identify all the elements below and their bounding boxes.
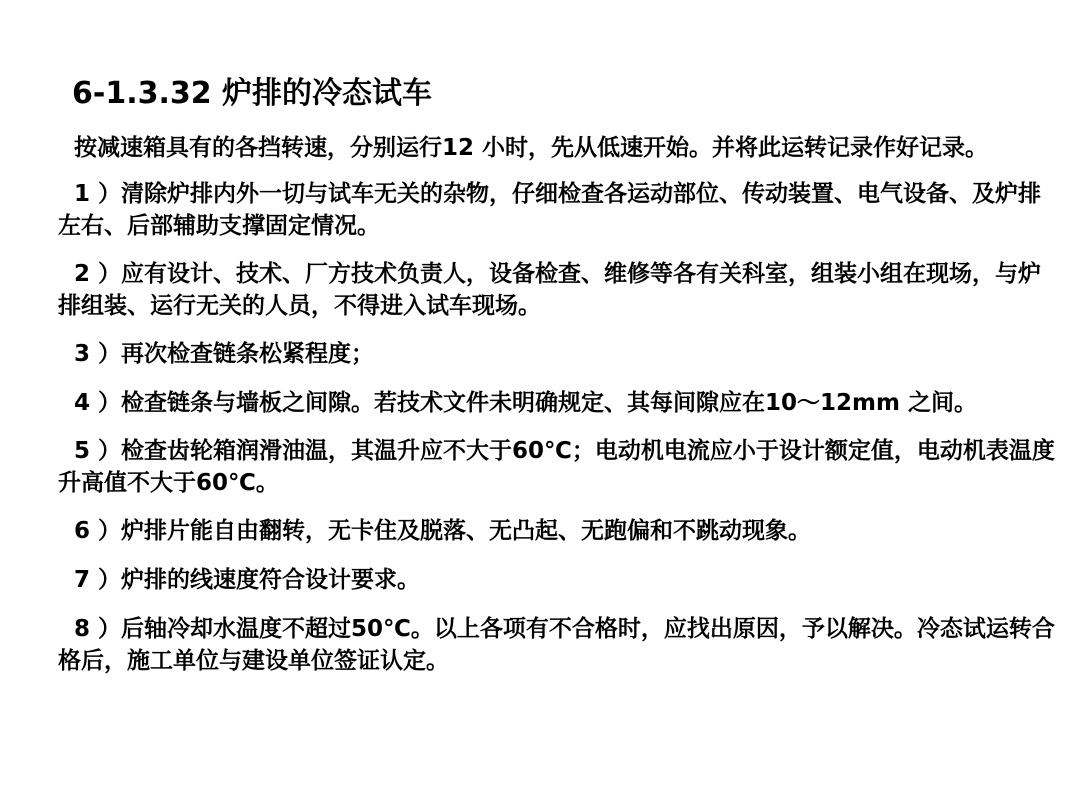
- slide-body: [58, 132, 1058, 693]
- paragraph-item-8: 8 ）后轴冷却水温度不超过50℃。以上各项有不合格时，应找出原因，予以解决。冷态试运转合格后，施工单位与建设单位签证认定。: [58, 616, 1055, 674]
- paragraph-item-7: 7 ）炉排的线速度符合设计要求。: [74, 567, 421, 593]
- paragraph-item-1: 1 ）清除炉排内外一切与试车无关的杂物，仔细检查各运动部位、传动装置、电气设备、及炉排左右、后部辅助支撑固定情况。: [58, 181, 1042, 239]
- paragraph-item-6: 6 ）炉排片能自由翻转，无卡住及脱落、无凸起、无跑偏和不跳动现象。: [74, 518, 812, 544]
- paragraph-intro: 按减速箱具有的各挡转速，分别运行12 小时，先从低速开始。并将此运转记录作好记录。: [74, 135, 989, 161]
- paragraph-item-3: 3 ）再次检查链条松紧程度；: [74, 341, 375, 367]
- paragraph-item-2: 2 ）应有设计、技术、厂方技术负责人，设备检查、维修等各有关科室，组装小组在现场，与炉排组装、运行无关的人员，不得进入试车现场。: [58, 261, 1042, 319]
- paragraph-item-4: 4 ）检查链条与墙板之间隙。若技术文件未明确规定、其每间隙应在10～12mm 之间。: [74, 390, 977, 416]
- paragraph-item-5: 5 ）检查齿轮箱润滑油温，其温升应不大于60℃；电动机电流应小于设计额定值，电动机表温度升高值不大于60℃。: [58, 438, 1055, 496]
- slide-title: 6-1.3.32 炉排的冷态试车: [72, 76, 433, 111]
